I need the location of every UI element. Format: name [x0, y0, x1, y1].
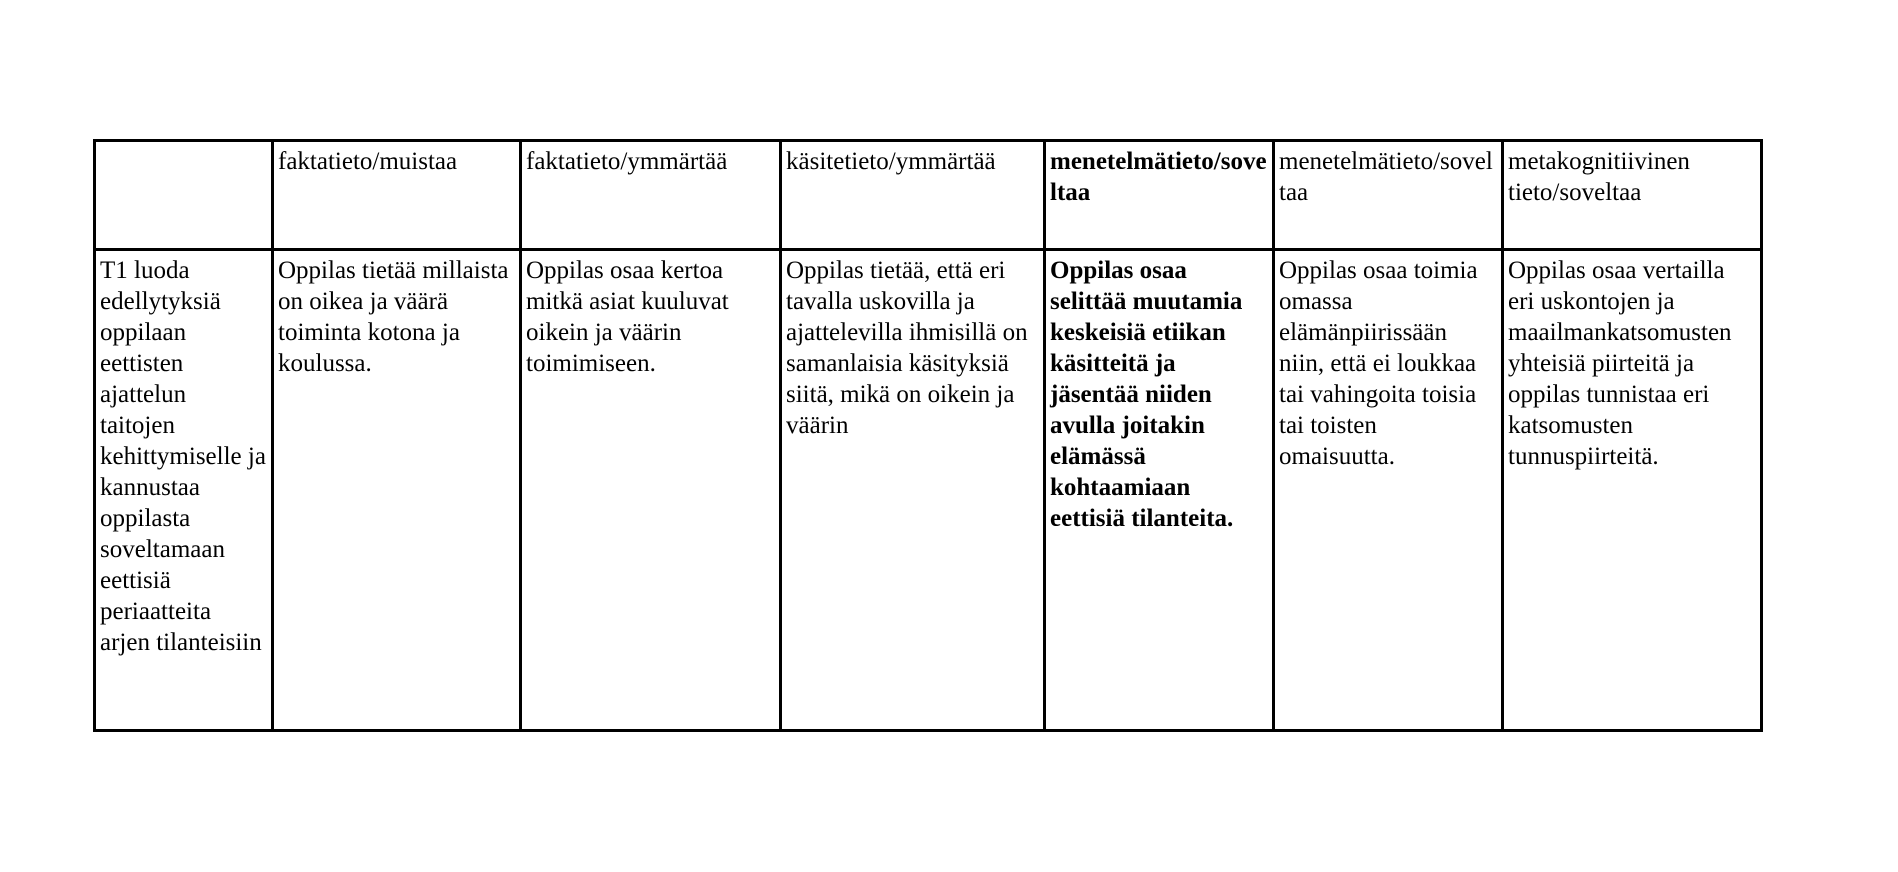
header-cell-menetelmatieto-soveltaa-bold: menetelmätieto/soveltaa: [1045, 141, 1274, 250]
assessment-table: [93, 139, 1763, 732]
criteria-cell-5: Oppilas osaa toimia omassa elämänpiirissään niin, että ei loukkaa tai vahingoita toisia tai toisten omaisuutta.: [1274, 250, 1503, 731]
criteria-cell-4: Oppilas osaa selittää muutamia keskeisiä etiikan käsitteitä ja jäsentää niiden avulla joitakin elämässä kohtaamiaan eettisiä tilanteita.: [1045, 250, 1274, 731]
criteria-cell-6: Oppilas osaa vertailla eri uskontojen ja maailmankatsomusten yhteisiä piirteitä ja oppilas tunnistaa eri katsomusten tunnuspiirteitä.: [1503, 250, 1762, 731]
goal-row: [95, 250, 1762, 731]
header-cell-kasitetieto-ymmartaa: käsitetieto/ymmärtää: [781, 141, 1045, 250]
header-row: [95, 141, 1762, 250]
criteria-cell-1: Oppilas tietää millaista on oikea ja väärä toiminta kotona ja koulussa.: [273, 250, 521, 731]
goal-cell: T1 luoda edellytyksiä oppilaan eettisten ajattelun taitojen kehittymiselle ja kannustaa oppilasta soveltamaan eettisiä periaatteita arjen tilanteisiin: [95, 250, 273, 731]
criteria-cell-2: Oppilas osaa kertoa mitkä asiat kuuluvat oikein ja väärin toimimiseen.: [521, 250, 781, 731]
header-cell-faktatieto-muistaa: faktatieto/muistaa: [273, 141, 521, 250]
header-cell-menetelmatieto-soveltaa: menetelmätieto/soveltaa: [1274, 141, 1503, 250]
header-cell-empty: [95, 141, 273, 250]
criteria-cell-3: Oppilas tietää, että eri tavalla uskovilla ja ajattelevilla ihmisillä on samanlaisia käsityksiä siitä, mikä on oikein ja väärin: [781, 250, 1045, 731]
header-cell-faktatieto-ymmartaa: faktatieto/ymmärtää: [521, 141, 781, 250]
header-cell-metakognitiivinen-tieto-soveltaa: metakognitiivinen tieto/soveltaa: [1503, 141, 1762, 250]
